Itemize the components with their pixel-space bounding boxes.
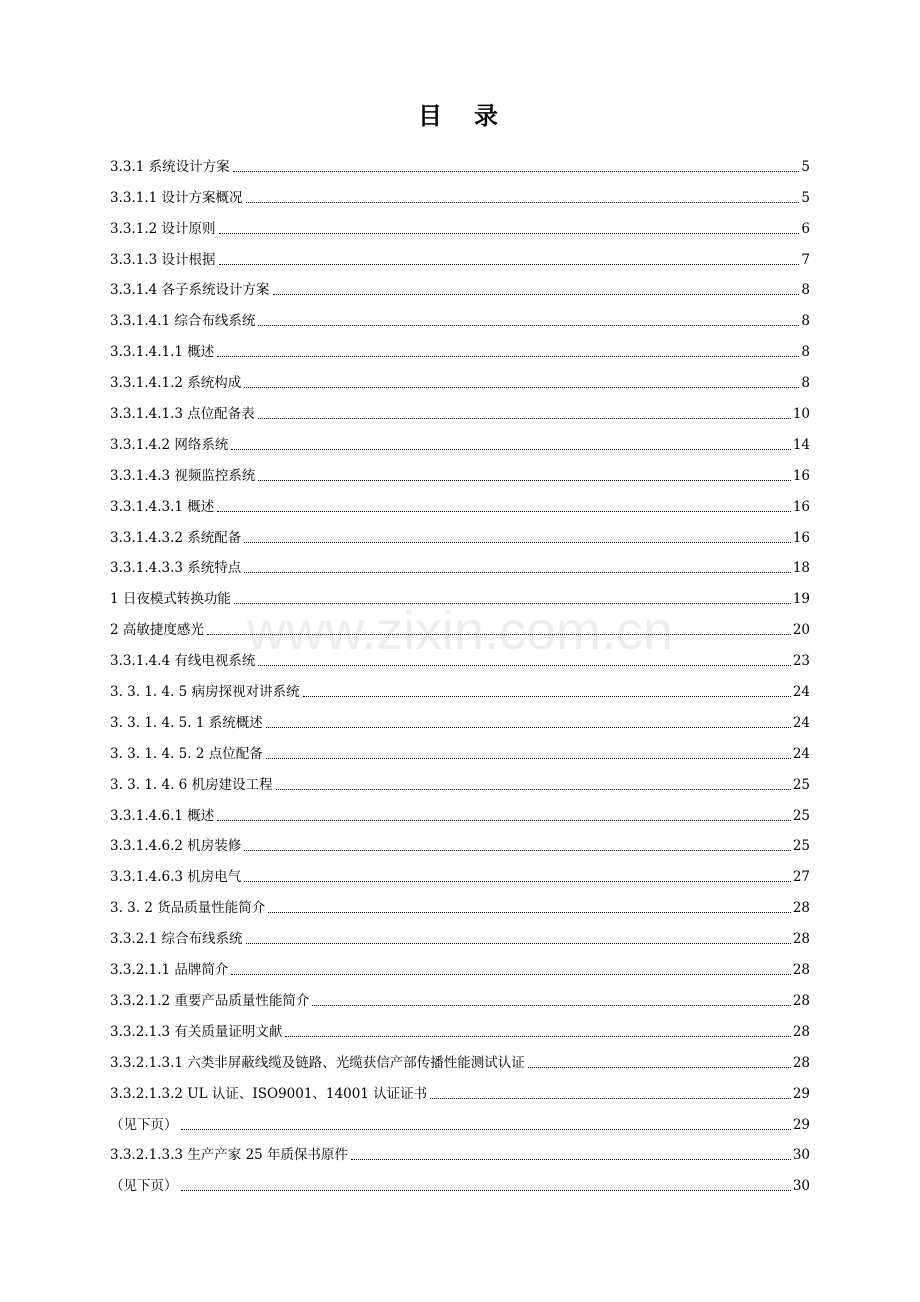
toc-entry-label: 3.3.2.1.3.3 生产产家 25 年质保书原件	[110, 1147, 349, 1164]
toc-leader-dots	[246, 202, 800, 203]
toc-entry[interactable]	[110, 701, 810, 732]
toc-entry[interactable]	[110, 269, 810, 300]
toc-entry[interactable]	[110, 886, 810, 917]
toc-entry[interactable]	[110, 547, 810, 578]
toc-leader-dots	[217, 820, 791, 821]
toc-entry[interactable]	[110, 299, 810, 330]
toc-entry-label: 3.3.1 系统设计方案	[110, 158, 230, 175]
toc-entry-label: 3.3.1.4.6.3 机房电气	[110, 869, 242, 886]
toc-entry-label: 3.3.2.1.3 有关质量证明文献	[110, 1023, 283, 1040]
toc-entry-page: 8	[801, 313, 810, 330]
toc-leader-dots	[266, 758, 791, 759]
toc-entry-page: 25	[792, 807, 810, 824]
toc-entry-label: 3. 3. 1. 4. 6 机房建设工程	[110, 776, 273, 793]
toc-leader-dots	[207, 634, 791, 635]
toc-leader-dots	[285, 1036, 790, 1037]
toc-entry[interactable]	[110, 145, 810, 176]
toc-leader-dots	[258, 418, 791, 419]
toc-entry-page: 14	[792, 436, 810, 453]
toc-entry[interactable]	[110, 979, 810, 1010]
toc-leader-dots	[219, 264, 800, 265]
toc-leader-dots	[233, 171, 800, 172]
toc-leader-dots	[217, 511, 791, 512]
toc-leader-dots	[258, 665, 790, 666]
toc-entry-label: 3.3.1.4.4 有线电视系统	[110, 653, 256, 670]
toc-entry-label: 3. 3. 1. 4. 5 病房探视对讲系统	[110, 684, 300, 701]
toc-entry-page: 19	[792, 591, 810, 608]
toc-leader-dots	[181, 1129, 791, 1130]
toc-entry-label: 3.3.2.1.3.1 六类非屏蔽线缆及链路、光缆获信产部传播性能测试认证	[110, 1054, 525, 1071]
toc-entry-page: 16	[792, 467, 810, 484]
toc-entry-page: 27	[792, 869, 810, 886]
toc-entry-page: 30	[792, 1147, 810, 1164]
toc-entry[interactable]	[110, 454, 810, 485]
toc-leader-dots	[234, 603, 791, 604]
toc-entry[interactable]	[110, 670, 810, 701]
toc-entry-page: 29	[792, 1085, 810, 1102]
toc-entry-page: 5	[801, 158, 810, 175]
toc-leader-dots	[244, 572, 791, 573]
toc-leader-dots	[273, 294, 800, 295]
toc-leader-dots	[244, 850, 791, 851]
toc-entry-page: 28	[792, 1054, 810, 1071]
toc-entry[interactable]	[110, 1103, 810, 1134]
toc-entry[interactable]	[110, 516, 810, 547]
toc-leader-dots	[303, 696, 791, 697]
toc-entry[interactable]	[110, 176, 810, 207]
toc-entry-label: 3. 3. 2 货品质量性能简介	[110, 900, 266, 917]
toc-entry[interactable]	[110, 330, 810, 361]
toc-entry-label: 3.3.1.4.1.2 系统构成	[110, 375, 242, 392]
toc-leader-dots	[181, 1190, 791, 1191]
toc-entry-page: 23	[792, 653, 810, 670]
toc-entry-page: 8	[801, 282, 810, 299]
toc-entry-label: 3.3.2.1.1 品牌简介	[110, 962, 229, 979]
toc-leader-dots	[430, 1098, 791, 1099]
toc-entry-page: 6	[801, 220, 810, 237]
toc-entry-page: 10	[792, 406, 810, 423]
toc-leader-dots	[351, 1159, 791, 1160]
toc-entry-label: 3.3.1.4.1 综合布线系统	[110, 313, 256, 330]
page-title: 目 录	[418, 101, 502, 130]
toc-leader-dots	[528, 1067, 791, 1068]
toc-entry-page: 24	[792, 684, 810, 701]
toc-entry-page: 29	[792, 1116, 810, 1133]
toc-leader-dots	[244, 881, 791, 882]
toc-entry[interactable]	[110, 485, 810, 516]
toc-entry-label: 3.3.2.1 综合布线系统	[110, 931, 243, 948]
toc-entry-page: 20	[792, 622, 810, 639]
toc-entry[interactable]	[110, 825, 810, 856]
toc-entry[interactable]	[110, 794, 810, 825]
toc-entry[interactable]	[110, 732, 810, 763]
toc-entry-label: （见下页）	[110, 1178, 178, 1195]
toc-entry[interactable]	[110, 207, 810, 238]
toc-leader-dots	[276, 789, 791, 790]
toc-entry-label: 3.3.1.4.3.1 概述	[110, 498, 215, 515]
toc-entry-page: 18	[792, 560, 810, 577]
toc-entry-label: 3. 3. 1. 4. 5. 1 系统概述	[110, 714, 263, 731]
toc-entry-page: 28	[792, 1023, 810, 1040]
toc-entry-page: 16	[792, 498, 810, 515]
toc-entry-page: 28	[792, 992, 810, 1009]
toc-leader-dots	[258, 480, 790, 481]
toc-entry[interactable]	[110, 1164, 810, 1195]
toc-leader-dots	[244, 542, 791, 543]
toc-entry[interactable]	[110, 855, 810, 886]
toc-leader-dots	[231, 449, 790, 450]
toc-leader-dots	[231, 974, 790, 975]
watermark: www.zixin.com.cn	[246, 601, 674, 661]
toc-leader-dots	[246, 943, 791, 944]
toc-entry-label: （见下页）	[110, 1116, 178, 1133]
toc-entry-label: 3.3.1.4 各子系统设计方案	[110, 282, 270, 299]
toc-entry[interactable]	[110, 1041, 810, 1072]
toc-entry-page: 28	[792, 931, 810, 948]
toc-entry-label: 3.3.1.4.2 网络系统	[110, 436, 229, 453]
toc-leader-dots	[268, 912, 791, 913]
toc-entry-label: 3.3.1.4.1.3 点位配备表	[110, 406, 255, 423]
toc-entry-page: 7	[801, 251, 810, 268]
toc-entry[interactable]	[110, 917, 810, 948]
toc-leader-dots	[244, 387, 799, 388]
toc-entry[interactable]	[110, 392, 810, 423]
toc-entry-page: 30	[792, 1178, 810, 1195]
toc-entry-page: 8	[801, 344, 810, 361]
toc-entry-page: 24	[792, 714, 810, 731]
toc-entry-label: 3.3.1.4.3 视频监控系统	[110, 467, 256, 484]
toc-entry[interactable]	[110, 639, 810, 670]
toc-entry-page: 28	[792, 962, 810, 979]
toc-entry-label: 1 日夜模式转换功能	[110, 591, 231, 608]
toc-entry[interactable]	[110, 1010, 810, 1041]
toc-entry[interactable]	[110, 361, 810, 392]
toc-entry-label: 3.3.1.4.1.1 概述	[110, 344, 215, 361]
toc-entry[interactable]	[110, 1134, 810, 1165]
table-of-contents	[110, 145, 810, 1195]
toc-entry-page: 5	[801, 189, 810, 206]
toc-entry[interactable]	[110, 763, 810, 794]
toc-entry[interactable]	[110, 423, 810, 454]
toc-leader-dots	[217, 356, 799, 357]
toc-entry[interactable]	[110, 577, 810, 608]
toc-entry[interactable]	[110, 948, 810, 979]
toc-leader-dots	[258, 325, 799, 326]
toc-entry-page: 28	[792, 900, 810, 917]
toc-entry-page: 25	[792, 776, 810, 793]
toc-leader-dots	[219, 233, 800, 234]
toc-entry-label: 2 高敏捷度感光	[110, 622, 204, 639]
toc-entry-label: 3.3.2.1.3.2 UL 认证、ISO9001、14001 认证证书	[110, 1085, 428, 1102]
toc-entry-label: 3.3.1.4.6.2 机房装修	[110, 838, 242, 855]
toc-entry[interactable]	[110, 608, 810, 639]
toc-entry-label: 3.3.1.4.3.3 系统特点	[110, 560, 242, 577]
toc-entry-label: 3.3.1.4.6.1 概述	[110, 807, 215, 824]
toc-entry-page: 8	[801, 375, 810, 392]
toc-entry[interactable]	[110, 238, 810, 269]
toc-entry-page: 16	[792, 529, 810, 546]
toc-entry-page: 24	[792, 745, 810, 762]
toc-entry-label: 3.3.1.4.3.2 系统配备	[110, 529, 242, 546]
toc-leader-dots	[266, 727, 791, 728]
toc-entry-label: 3.3.1.2 设计原则	[110, 220, 216, 237]
toc-entry-label: 3.3.1.1 设计方案概况	[110, 189, 243, 206]
toc-entry-label: 3.3.2.1.2 重要产品质量性能简介	[110, 992, 310, 1009]
toc-leader-dots	[312, 1005, 790, 1006]
toc-entry-label: 3. 3. 1. 4. 5. 2 点位配备	[110, 745, 263, 762]
toc-entry[interactable]	[110, 1072, 810, 1103]
toc-entry-label: 3.3.1.3 设计根据	[110, 251, 216, 268]
toc-entry-page: 25	[792, 838, 810, 855]
